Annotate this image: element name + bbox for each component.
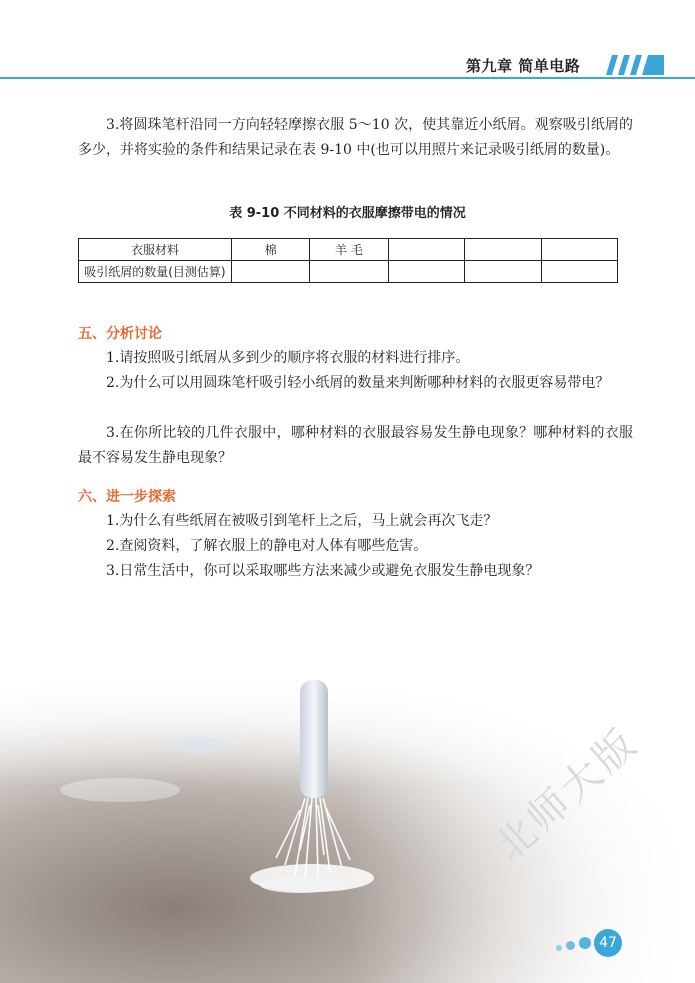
results-table	[78, 238, 618, 283]
table-cell: 棉	[231, 239, 309, 261]
pen-attracting-paper-photo	[0, 680, 695, 983]
section6-title: 六、进一步探索	[78, 489, 176, 505]
row-label: 吸引纸屑的数量(目测估算)	[79, 261, 232, 283]
section6-item-text: 1.为什么有些纸屑在被吸引到笔杆上之后，马上就会再次飞走？	[106, 513, 498, 529]
table-cell	[541, 239, 617, 261]
page-dot	[579, 937, 591, 949]
chapter-title: 第九章 简单电路	[466, 57, 581, 75]
table-cell	[465, 261, 541, 283]
section6-item-text: 2.查阅资料，了解衣服上的静电对人体有哪些危害。	[106, 538, 428, 554]
table-caption: 表 9-10 不同材料的衣服摩擦带电的情况	[229, 206, 466, 221]
table-cell	[388, 261, 464, 283]
header-rule	[0, 77, 695, 79]
section5-item	[78, 346, 633, 371]
table-cell	[541, 261, 617, 283]
section5-item-text: 3.在你所比较的几件衣服中，哪种材料的衣服最容易发生静电现象？哪种材料的衣服最不容易发生静电现象？	[78, 425, 633, 466]
table-row	[79, 261, 618, 283]
table-cell: 羊 毛	[310, 239, 388, 261]
section6-item-text: 3.日常生活中，你可以采取哪些方法来减少或避免衣服发生静电现象？	[106, 563, 540, 579]
page-dot	[566, 941, 575, 950]
section6-item	[78, 559, 633, 584]
table-cell	[465, 239, 541, 261]
page-header	[0, 52, 695, 78]
section5-item-text: 1.请按照吸引纸屑从多到少的顺序将衣服的材料进行排序。	[106, 350, 470, 366]
section5-item	[78, 371, 633, 396]
intro-text: 3.将圆珠笔杆沿同一方向轻轻摩擦衣服 5～10 次，使其靠近小纸屑。观察吸引纸屑的多少，并将实验的条件和结果记录在表 9-10 中(也可以用照片来记录吸引纸屑的数量)。	[78, 117, 633, 158]
table-row	[79, 239, 618, 261]
table-cell	[388, 239, 464, 261]
page-dot	[556, 945, 562, 951]
intro-paragraph	[78, 113, 633, 163]
publisher-watermark: 北师大版	[486, 718, 648, 871]
header-stripes-decoration	[604, 53, 664, 77]
section6-item	[78, 534, 633, 559]
table-cell	[310, 261, 388, 283]
section5-title: 五、分析讨论	[78, 326, 162, 342]
page-number: 47	[594, 929, 622, 957]
table-cell	[231, 261, 309, 283]
section6-item	[78, 509, 633, 534]
row-label: 衣服材料	[79, 239, 232, 261]
section5-item-text: 2.为什么可以用圆珠笔杆吸引轻小纸屑的数量来判断哪种材料的衣服更容易带电？	[106, 375, 610, 391]
section5-item	[78, 421, 633, 471]
